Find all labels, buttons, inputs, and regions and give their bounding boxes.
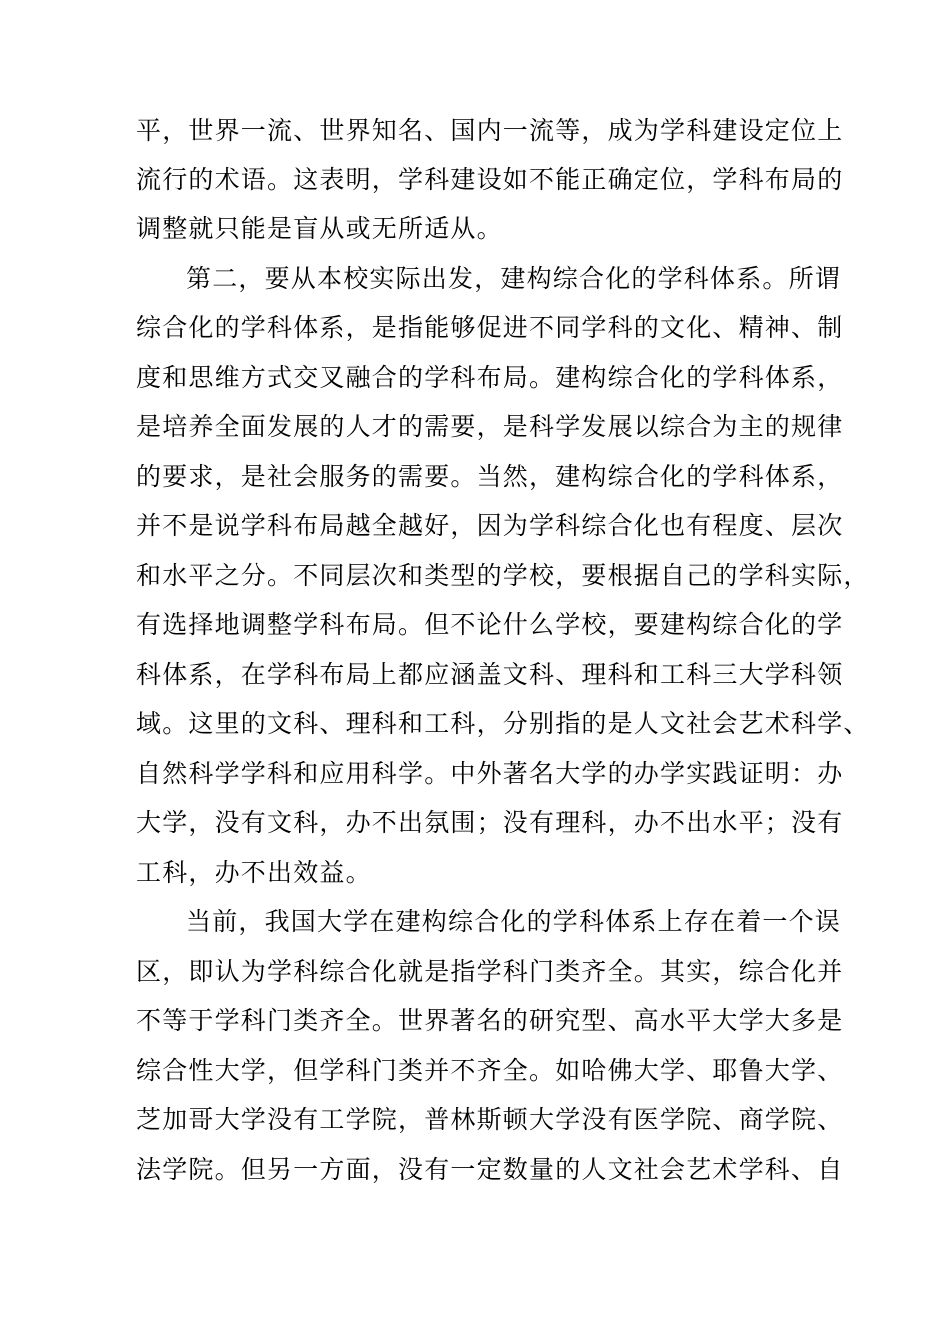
text-line: 度和思维方式交叉融合的学科布局。建构综合化的学科体系， bbox=[136, 363, 844, 392]
text-line: 区，即认为学科综合化就是指学科门类齐全。其实，综合化并 bbox=[136, 957, 844, 986]
text-line: 综合性大学，但学科门类并不齐全。如哈佛大学、耶鲁大学、 bbox=[136, 1056, 844, 1085]
text-line: 有选择地调整学科布局。但不论什么学校，要建构综合化的学 bbox=[136, 610, 844, 639]
text-line: 平，世界一流、世界知名、国内一流等，成为学科建设定位上 bbox=[136, 116, 844, 145]
paragraph-first-line: 当前，我国大学在建构综合化的学科体系上存在着一个误 bbox=[186, 907, 842, 936]
text-line: 自然科学学科和应用科学。中外著名大学的办学实践证明：办 bbox=[136, 759, 844, 788]
text-line: 是培养全面发展的人才的需要，是科学发展以综合为主的规律 bbox=[136, 412, 844, 441]
text-line: 大学，没有文科，办不出氛围；没有理科，办不出水平；没有 bbox=[136, 808, 844, 837]
text-line: 和水平之分。不同层次和类型的学校，要根据自己的学科实际， bbox=[136, 561, 870, 590]
text-line: 调整就只能是盲从或无所适从。 bbox=[136, 214, 503, 243]
text-line: 芝加哥大学没有工学院，普林斯顿大学没有医学院、商学院、 bbox=[136, 1105, 844, 1134]
text-line: 并不是说学科布局越全越好，因为学科综合化也有程度、层次 bbox=[136, 511, 844, 540]
text-line: 综合化的学科体系，是指能够促进不同学科的文化、精神、制 bbox=[136, 313, 844, 342]
text-line: 不等于学科门类齐全。世界著名的研究型、高水平大学大多是 bbox=[136, 1006, 844, 1035]
paragraph-first-line: 第二，要从本校实际出发，建构综合化的学科体系。所谓 bbox=[186, 264, 842, 293]
text-line: 科体系，在学科布局上都应涵盖文科、理科和工科三大学科领 bbox=[136, 660, 844, 689]
text-line: 流行的术语。这表明，学科建设如不能正确定位，学科布局的 bbox=[136, 165, 844, 194]
text-line: 法学院。但另一方面，没有一定数量的人文社会艺术学科、自 bbox=[136, 1155, 844, 1184]
text-line: 域。这里的文科、理科和工科，分别指的是人文社会艺术科学、 bbox=[136, 709, 870, 738]
text-line: 工科，办不出效益。 bbox=[136, 858, 372, 887]
text-line: 的要求，是社会服务的需要。当然，建构综合化的学科体系， bbox=[136, 462, 844, 491]
